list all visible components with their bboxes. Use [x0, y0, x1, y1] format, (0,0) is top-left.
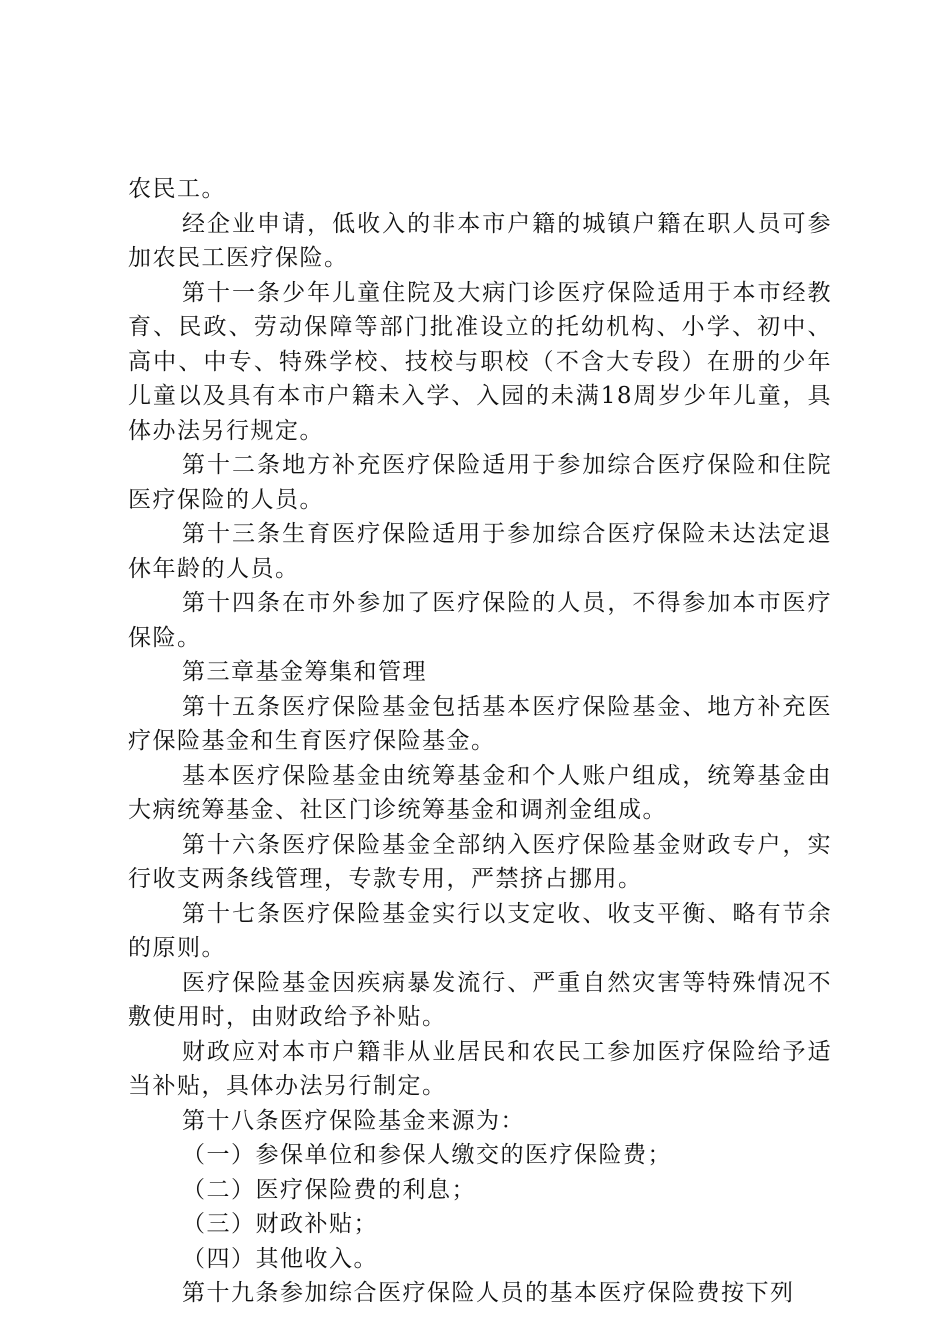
paragraph: 医疗保险基金因疾病暴发流行、严重自然灾害等特殊情况不敷使用时，由财政给予补贴。	[128, 969, 832, 1030]
list-item: （二）医疗保险费的利息；	[182, 1176, 476, 1203]
paragraph: 第十六条医疗保险基金全部纳入医疗保险基金财政专户，实行收支两条线管理，专款专用，严禁挤占挪用。	[128, 831, 832, 892]
chapter-heading: 第三章基金筹集和管理	[182, 659, 427, 685]
document-body	[128, 172, 832, 1311]
paragraph: 第十八条医疗保险基金来源为：	[182, 1107, 525, 1134]
paragraph: 第十一条少年儿童住院及大病门诊医疗保险适用于本市经教育、民政、劳动保障等部门批准设立的托幼机构、小学、初中、高中、中专、特殊学校、技校与职校（不含大专段）在册的少年儿童以及具有本市户籍未入学、入园的未满18周岁少年儿童，具体办法另行规定。	[128, 279, 832, 444]
paragraph: 经企业申请，低收入的非本市户籍的城镇户籍在职人员可参加农民工医疗保险。	[128, 210, 832, 271]
list-item: （四）其他收入。	[182, 1245, 378, 1272]
paragraph: 农民工。	[128, 176, 226, 202]
list-item: （三）财政补贴；	[182, 1211, 378, 1237]
paragraph: 第十九条参加综合医疗保险人员的基本医疗保险费按下列	[182, 1280, 795, 1306]
paragraph: 第十五条医疗保险基金包括基本医疗保险基金、地方补充医疗保险基金和生育医疗保险基金。	[128, 693, 832, 754]
paragraph: 第十三条生育医疗保险适用于参加综合医疗保险未达法定退休年龄的人员。	[128, 521, 832, 582]
list-item: （一）参保单位和参保人缴交的医疗保险费；	[182, 1142, 672, 1168]
paragraph: 第十七条医疗保险基金实行以支定收、收支平衡、略有节余的原则。	[128, 900, 832, 961]
paragraph: 基本医疗保险基金由统筹基金和个人账户组成，统筹基金由大病统筹基金、社区门诊统筹基金和调剂金组成。	[128, 762, 832, 823]
paragraph: 财政应对本市户籍非从业居民和农民工参加医疗保险给予适当补贴，具体办法另行制定。	[128, 1038, 832, 1099]
paragraph: 第十二条地方补充医疗保险适用于参加综合医疗保险和住院医疗保险的人员。	[128, 452, 832, 513]
paragraph: 第十四条在市外参加了医疗保险的人员，不得参加本市医疗保险。	[128, 590, 832, 651]
